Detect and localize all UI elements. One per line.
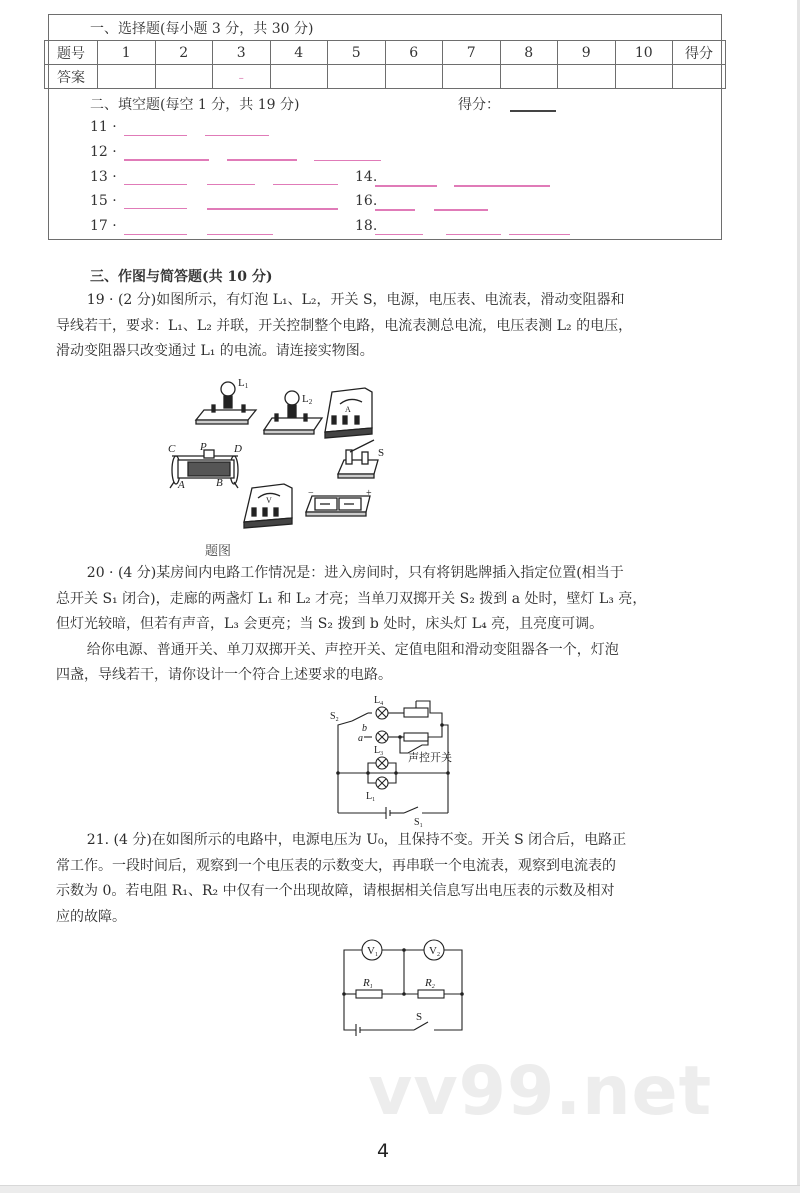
label-s2: $S_2$ <box>330 711 339 723</box>
label-b: b <box>362 723 367 734</box>
label-r2: R2 <box>425 977 435 990</box>
table-cell: 4 <box>270 41 328 65</box>
row-header-answer: 答案 <box>45 65 98 89</box>
label-minus: − <box>308 488 314 499</box>
table-cell: 10 <box>615 41 673 65</box>
battery-icon <box>306 496 370 516</box>
multiple-choice-table <box>44 40 726 89</box>
blank-label-18: 18. <box>355 218 378 234</box>
blank-line[interactable] <box>207 184 255 185</box>
blank-line[interactable] <box>454 185 550 187</box>
label-voltmeter: V <box>266 496 272 505</box>
q19-components-figure <box>160 372 400 532</box>
q19-figure-caption: 题图 <box>205 544 232 559</box>
answer-cell-9[interactable] <box>558 65 616 89</box>
blank-line[interactable] <box>446 234 501 235</box>
blank-line[interactable] <box>375 209 415 211</box>
answer-mark: – <box>238 72 244 84</box>
blank-line[interactable] <box>273 184 338 185</box>
label-r1: R1 <box>363 977 373 990</box>
blank-line[interactable] <box>314 160 381 161</box>
label-v2: V2 <box>429 945 440 958</box>
label-plus: + <box>366 488 372 499</box>
q21-line: 21. (4 分)在如图所示的电路中，电源电压为 U₀，且保持不变。开关 S 闭合后，电路正 <box>86 832 627 848</box>
q21-line: 示数为 0。若电阻 R₁、R₂ 中仅有一个出现故障，请根据相关信息写出电压表的示数及相对 <box>56 883 615 899</box>
label-b: B <box>216 477 223 489</box>
blank-label-12: 12 · <box>90 144 117 160</box>
q19-line: 19 · (2 分)如图所示，有灯泡 L₁、L₂，开关 S，电源，电压表、电流表，滑动变阻器和 <box>86 292 625 308</box>
label-l2: L2 <box>302 393 313 406</box>
table-row-answers <box>45 65 726 89</box>
question-21 <box>56 828 726 930</box>
table-cell: 3 <box>213 41 271 65</box>
q20-line: 20 · (4 分)某房间内电路工作情况是：进入房间时，只有将钥匙牌插入指定位置(相当于 <box>86 565 624 581</box>
label-l1: L1 <box>238 377 249 390</box>
answer-cell-5[interactable] <box>328 65 386 89</box>
page-bottom-edge <box>0 1185 800 1193</box>
answer-cell-10[interactable] <box>615 65 673 89</box>
q21-circuit-diagram <box>336 936 470 1036</box>
table-cell: 7 <box>443 41 501 65</box>
label-l4: $L_4$ <box>374 695 384 707</box>
label-s: S <box>416 1011 423 1023</box>
page-number: 4 <box>377 1140 390 1162</box>
answer-cell-3[interactable] <box>213 65 271 89</box>
table-cell: 1 <box>98 41 156 65</box>
blank-line[interactable] <box>375 185 437 187</box>
answer-cell-1[interactable] <box>98 65 156 89</box>
table-cell: 5 <box>328 41 386 65</box>
q20-line: 给你电源、普通开关、单刀双掷开关、声控开关、定值电阻和滑动变阻器各一个，灯泡 <box>86 641 619 658</box>
voltmeter-icon <box>244 484 292 528</box>
question-19 <box>56 288 726 365</box>
label-l3: $L_3$ <box>374 745 384 757</box>
blank-line[interactable] <box>205 135 269 136</box>
label-s1: $S_1$ <box>414 817 423 829</box>
table-cell: 2 <box>155 41 213 65</box>
label-v1: V1 <box>367 945 378 958</box>
label-c: C <box>168 443 176 455</box>
question-20 <box>56 561 726 689</box>
section2-score-label: 得分： <box>458 97 500 113</box>
answer-cell-7[interactable] <box>443 65 501 89</box>
switch-s1-icon <box>404 807 418 813</box>
q20-line: 总开关 S₁ 闭合)，走廊的两盏灯 L₁ 和 L₂ 才亮；当单刀双掷开关 S₂ 拨到 a 处时，壁灯 L₃ 亮， <box>56 590 647 607</box>
switch-s-icon <box>338 440 378 478</box>
row-header-question-no: 题号 <box>45 41 98 65</box>
section2-title: 二、填空题(每空 1 分，共 19 分) <box>90 97 300 113</box>
rheostat-icon <box>404 708 428 717</box>
blank-label-13: 13 · <box>90 169 117 185</box>
table-cell: 9 <box>558 41 616 65</box>
score-header: 得分 <box>673 41 726 65</box>
watermark: vv99.net <box>368 1052 713 1131</box>
label-a: a <box>358 733 363 744</box>
blank-label-15: 15 · <box>90 193 117 209</box>
blank-line[interactable] <box>124 184 187 185</box>
switch-s2-icon <box>352 713 368 721</box>
label-a: A <box>178 479 185 491</box>
lamp-l2-icon <box>264 391 322 434</box>
answer-cell-4[interactable] <box>270 65 328 89</box>
label-s: S <box>378 447 385 459</box>
q19-line: 滑动变阻器只改变通过 L₁ 的电流。请连接实物图。 <box>56 343 374 359</box>
score-cell[interactable] <box>673 65 726 89</box>
blank-label-11: 11 · <box>90 119 117 135</box>
table-row-question-numbers <box>45 41 726 65</box>
table-cell: 6 <box>385 41 443 65</box>
blank-line[interactable] <box>124 135 187 136</box>
label-d: D <box>234 443 242 455</box>
q19-line: 导线若干，要求：L₁、L₂ 并联，开关控制整个电路，电流表测总电流，电压表测 L₂ 的电压， <box>56 317 633 334</box>
blank-line[interactable] <box>207 208 338 210</box>
blank-line[interactable] <box>124 208 187 209</box>
blank-line[interactable] <box>124 234 187 235</box>
section3-title: 三、作图与简答题(共 10 分) <box>90 269 273 285</box>
label-p: P <box>200 441 207 453</box>
label-sound-switch: 声控开关 <box>408 752 452 764</box>
answer-cell-8[interactable] <box>500 65 558 89</box>
blank-line[interactable] <box>509 234 570 235</box>
resistor-icon <box>404 733 428 741</box>
q20-circuit-diagram <box>330 693 470 829</box>
label-ammeter: A <box>345 405 351 414</box>
blank-line[interactable] <box>124 159 209 161</box>
blank-line[interactable] <box>227 159 297 161</box>
blank-label-14: 14. <box>355 169 378 185</box>
q20-line: 但灯光较暗，但若有声音，L₃ 会更亮；当 S₂ 拨到 b 处时，床头灯 L₄ 亮，且亮度可调。 <box>56 616 604 632</box>
q20-line: 四盏，导线若干，请你设计一个符合上述要求的电路。 <box>56 667 392 683</box>
table-cell: 8 <box>500 41 558 65</box>
blank-line[interactable] <box>434 209 488 211</box>
blank-label-16: 16. <box>355 193 378 209</box>
resistor-r2-icon <box>418 990 444 998</box>
switch-s-icon <box>414 1022 428 1030</box>
answer-cell-2[interactable] <box>155 65 213 89</box>
blank-label-17: 17 · <box>90 218 117 234</box>
blank-line[interactable] <box>375 234 423 235</box>
score-blank[interactable] <box>510 110 556 112</box>
resistor-r1-icon <box>356 990 382 998</box>
q21-line: 常工作。一段时间后，观察到一个电压表的示数变大，再串联一个电流表，观察到电流表的 <box>56 857 616 874</box>
section1-title: 一、选择题(每小题 3 分，共 30 分) <box>90 21 314 37</box>
label-l1: $L_1$ <box>366 791 376 803</box>
blank-line[interactable] <box>207 234 273 235</box>
q21-line: 应的故障。 <box>56 908 126 925</box>
answer-cell-6[interactable] <box>385 65 443 89</box>
